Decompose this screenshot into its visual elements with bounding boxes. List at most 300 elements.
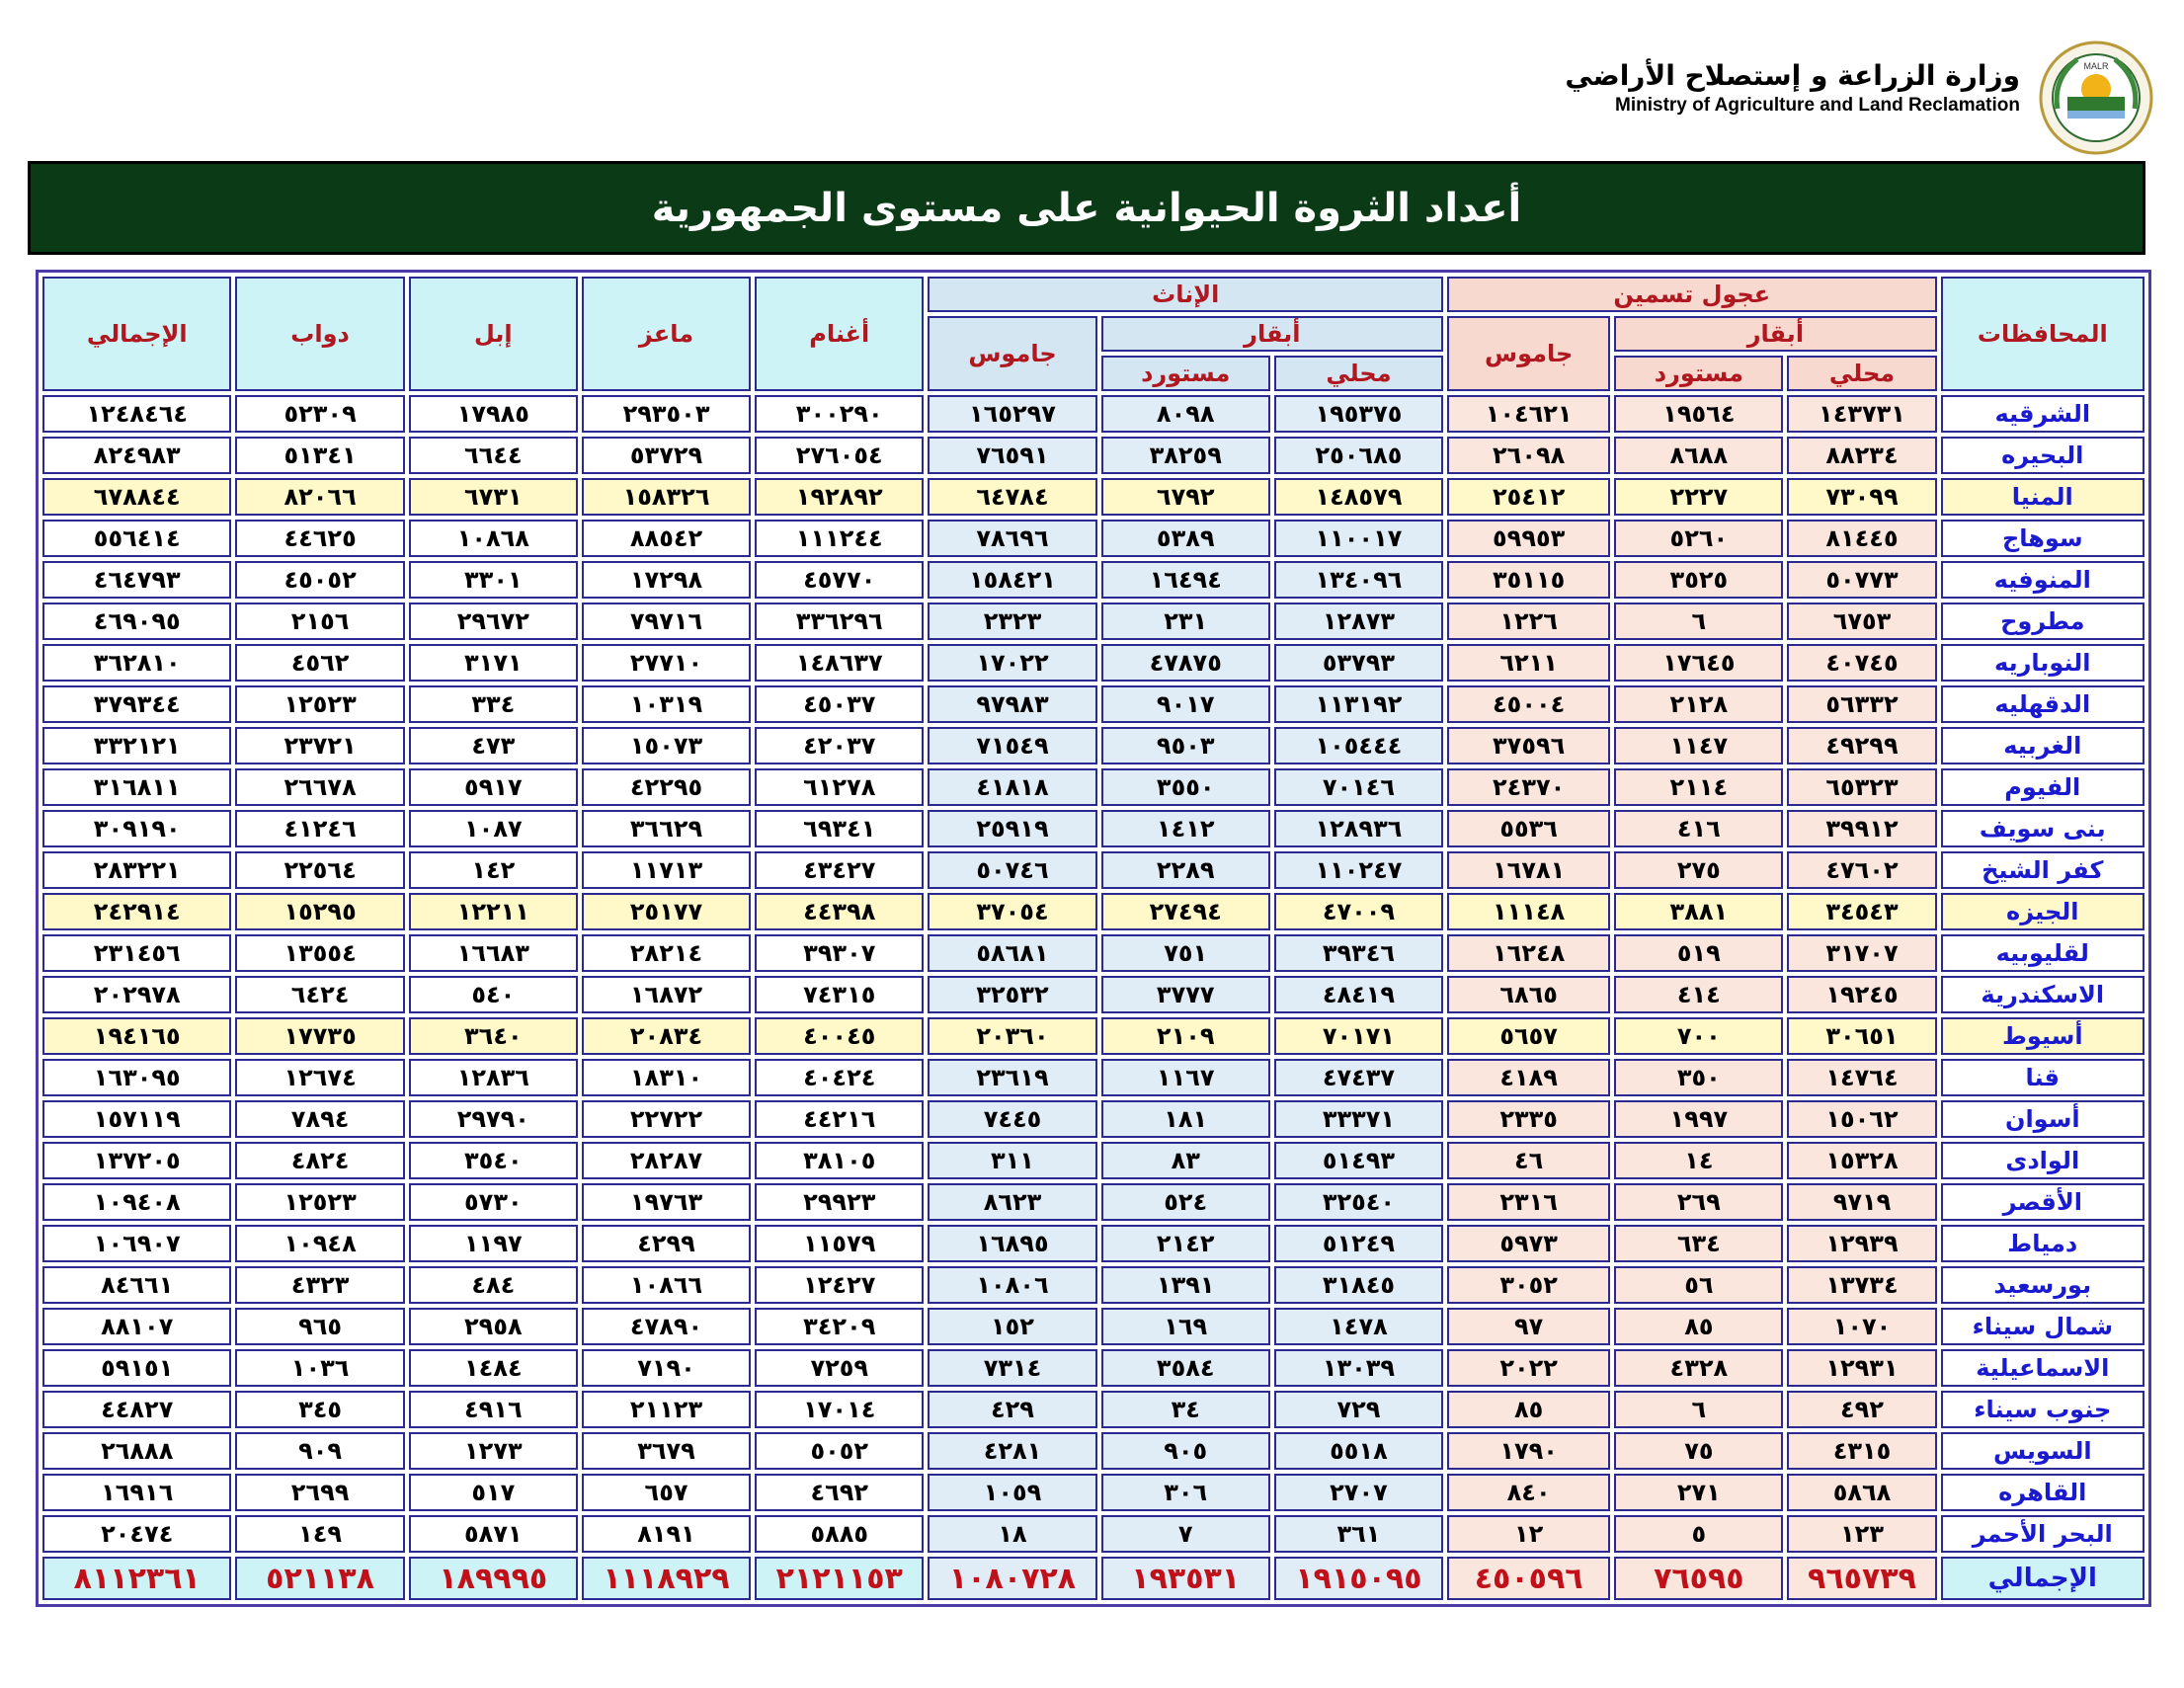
sheep-cell: ٤٤٢١٦ xyxy=(755,1100,924,1138)
fattening-buffalo-cell: ٦٢١١ xyxy=(1447,644,1610,682)
fattening-buffalo-cell: ١٦٧٨١ xyxy=(1447,851,1610,889)
goats-cell: ٢٧٧١٠ xyxy=(582,644,751,682)
female-imported-cell: ١٨١ xyxy=(1101,1100,1270,1138)
camels-cell: ٣٣٤ xyxy=(409,685,578,723)
camels-cell: ١٠٨٦٨ xyxy=(409,520,578,557)
female-local-cell: ١٠٥٤٤٤ xyxy=(1274,727,1443,764)
fattening-local-cell: ٤٠٧٤٥ xyxy=(1787,644,1936,682)
goats-cell: ٧١٩٠ xyxy=(582,1349,751,1387)
total-equines-cell: ٥٢١١٣٨ xyxy=(235,1557,404,1600)
total-cell: ٣٧٩٣٤٤ xyxy=(42,685,231,723)
total-cell: ١٦٩١٦ xyxy=(42,1474,231,1511)
camels-cell: ٦٦٤٤ xyxy=(409,437,578,474)
total-total-cell: ٨١١٢٣٦١ xyxy=(42,1557,231,1600)
female-imported-cell: ٢٢٨٩ xyxy=(1101,851,1270,889)
sheep-cell: ٣٨١٠٥ xyxy=(755,1142,924,1179)
goats-cell: ٧٩٧١٦ xyxy=(582,603,751,640)
total-fattening-buffalo-cell: ٤٥٠٥٩٦ xyxy=(1447,1557,1610,1600)
fattening-imported-cell: ١٤ xyxy=(1614,1142,1783,1179)
total-goats-cell: ١١١٨٩٢٩ xyxy=(582,1557,751,1600)
table-row xyxy=(42,395,2144,433)
female-buffalo-cell: ٧١٥٤٩ xyxy=(928,727,1096,764)
camels-cell: ١٠٨٧ xyxy=(409,810,578,847)
camels-cell: ٢٩٦٧٢ xyxy=(409,603,578,640)
fattening-buffalo-cell: ٥٩٧٣ xyxy=(1447,1225,1610,1262)
governorate-cell: الجيزه xyxy=(1941,893,2144,930)
livestock-table-wrapper xyxy=(36,270,2151,1607)
total-cell: ٨٤٦٦١ xyxy=(42,1266,231,1304)
governorate-cell: بورسعيد xyxy=(1941,1266,2144,1304)
fattening-local-cell: ٣٤٥٤٣ xyxy=(1787,893,1936,930)
table-row xyxy=(42,1349,2144,1387)
female-buffalo-cell: ٨٦٢٣ xyxy=(928,1183,1096,1221)
camels-cell: ١٤٢ xyxy=(409,851,578,889)
total-cell: ٨٢٤٩٨٣ xyxy=(42,437,231,474)
fattening-local-cell: ٨١٤٤٥ xyxy=(1787,520,1936,557)
fattening-buffalo-cell: ١٢٢٦ xyxy=(1447,603,1610,640)
female-local-cell: ٥٥١٨ xyxy=(1274,1432,1443,1470)
camels-cell: ٢٩٥٨ xyxy=(409,1308,578,1345)
fattening-local-cell: ١٤٧٦٤ xyxy=(1787,1059,1936,1096)
camels-cell: ٤٨٤ xyxy=(409,1266,578,1304)
governorate-cell: القاهره xyxy=(1941,1474,2144,1511)
page-title: أعداد الثروة الحيوانية على مستوى الجمهورية xyxy=(651,185,1522,231)
total-cell: ١٥٧١١٩ xyxy=(42,1100,231,1138)
equines-cell: ٢٦٩٩ xyxy=(235,1474,404,1511)
female-buffalo-cell: ٣٧٠٥٤ xyxy=(928,893,1096,930)
total-cell: ٦٧٨٨٤٤ xyxy=(42,478,231,516)
goats-cell: ٤٢٢٩٥ xyxy=(582,768,751,806)
table-row xyxy=(42,1183,2144,1221)
governorate-cell: المنيا xyxy=(1941,478,2144,516)
female-imported-cell: ٢٧٤٩٤ xyxy=(1101,893,1270,930)
header-fattening-imported: مستورد xyxy=(1614,356,1783,391)
female-local-cell: ٧٠١٧١ xyxy=(1274,1017,1443,1055)
total-cell: ١٢٤٨٤٦٤ xyxy=(42,395,231,433)
sheep-cell: ٧٤٣١٥ xyxy=(755,976,924,1013)
camels-cell: ٣٥٤٠ xyxy=(409,1142,578,1179)
fattening-imported-cell: ٢١٢٨ xyxy=(1614,685,1783,723)
header-female-buffalo: جاموس xyxy=(928,316,1096,391)
female-imported-cell: ٨٠٩٨ xyxy=(1101,395,1270,433)
fattening-local-cell: ٧٣٠٩٩ xyxy=(1787,478,1936,516)
sheep-cell: ٢٩٩٢٣ xyxy=(755,1183,924,1221)
governorate-cell: سوهاج xyxy=(1941,520,2144,557)
female-imported-cell: ٩٠١٧ xyxy=(1101,685,1270,723)
female-imported-cell: ٣٨٢٥٩ xyxy=(1101,437,1270,474)
female-local-cell: ٥١٤٩٣ xyxy=(1274,1142,1443,1179)
total-cell: ٨٨١٠٧ xyxy=(42,1308,231,1345)
female-buffalo-cell: ٢٠٣٦٠ xyxy=(928,1017,1096,1055)
header-female-imported: مستورد xyxy=(1101,356,1270,391)
fattening-imported-cell: ٦ xyxy=(1614,1391,1783,1428)
fattening-imported-cell: ٢١١٤ xyxy=(1614,768,1783,806)
fattening-buffalo-cell: ٣٠٥٢ xyxy=(1447,1266,1610,1304)
female-buffalo-cell: ١٦٥٢٩٧ xyxy=(928,395,1096,433)
fattening-buffalo-cell: ٣٧٥٩٦ xyxy=(1447,727,1610,764)
fattening-local-cell: ٥٨٦٨ xyxy=(1787,1474,1936,1511)
female-imported-cell: ٣٧٧٧ xyxy=(1101,976,1270,1013)
camels-cell: ٦٧٣١ xyxy=(409,478,578,516)
female-buffalo-cell: ٧٨٦٩٦ xyxy=(928,520,1096,557)
goats-cell: ٤٢٩٩ xyxy=(582,1225,751,1262)
fattening-imported-cell: ٣٨٨١ xyxy=(1614,893,1783,930)
equines-cell: ١٣٥٥٤ xyxy=(235,934,404,972)
governorate-cell: الدقهليه xyxy=(1941,685,2144,723)
fattening-buffalo-cell: ٥٥٣٦ xyxy=(1447,810,1610,847)
fattening-imported-cell: ٥١٩ xyxy=(1614,934,1783,972)
header-female-local: محلي xyxy=(1274,356,1443,391)
female-imported-cell: ٩٠٥ xyxy=(1101,1432,1270,1470)
female-buffalo-cell: ٢٣٦١٩ xyxy=(928,1059,1096,1096)
fattening-imported-cell: ٧٠٠ xyxy=(1614,1017,1783,1055)
total-cell: ٤٦٩٠٩٥ xyxy=(42,603,231,640)
governorate-cell: الاسكندرية xyxy=(1941,976,2144,1013)
fattening-buffalo-cell: ٥٩٩٥٣ xyxy=(1447,520,1610,557)
total-cell: ٥٥٦٤١٤ xyxy=(42,520,231,557)
goats-cell: ١٠٨٦٦ xyxy=(582,1266,751,1304)
header-total: الإجمالي xyxy=(42,277,231,391)
fattening-local-cell: ١٩٢٤٥ xyxy=(1787,976,1936,1013)
female-local-cell: ٢٥٠٦٨٥ xyxy=(1274,437,1443,474)
goats-cell: ٨٨٥٤٢ xyxy=(582,520,751,557)
goats-cell: ١٦٨٧٢ xyxy=(582,976,751,1013)
fattening-buffalo-cell: ٨٤٠ xyxy=(1447,1474,1610,1511)
total-sheep-cell: ٢١٢١١٥٣ xyxy=(755,1557,924,1600)
total-female-buffalo-cell: ١٠٨٠٧٢٨ xyxy=(928,1557,1096,1600)
fattening-imported-cell: ٢٢٢٧ xyxy=(1614,478,1783,516)
female-buffalo-cell: ٤٢٩ xyxy=(928,1391,1096,1428)
goats-cell: ٨١٩١ xyxy=(582,1515,751,1553)
goats-cell: ٤٧٨٩٠ xyxy=(582,1308,751,1345)
equines-cell: ٥٢٣٠٩ xyxy=(235,395,404,433)
fattening-local-cell: ١٢٩٣١ xyxy=(1787,1349,1936,1387)
total-cell: ٢٦٨٨٨ xyxy=(42,1432,231,1470)
table-row xyxy=(42,1308,2144,1345)
equines-cell: ٢٣٧٢١ xyxy=(235,727,404,764)
goats-cell: ٥٣٧٢٩ xyxy=(582,437,751,474)
female-local-cell: ٤٧٠٠٩ xyxy=(1274,893,1443,930)
table-row xyxy=(42,727,2144,764)
female-local-cell: ١٢٨٧٣ xyxy=(1274,603,1443,640)
governorate-cell: الشرقيه xyxy=(1941,395,2144,433)
ministry-name-english: Ministry of Agriculture and Land Reclamation xyxy=(1615,95,2020,116)
fattening-buffalo-cell: ١٦٢٤٨ xyxy=(1447,934,1610,972)
governorate-cell: مطروح xyxy=(1941,603,2144,640)
governorate-cell: شمال سيناء xyxy=(1941,1308,2144,1345)
equines-cell: ٤٣٢٣ xyxy=(235,1266,404,1304)
fattening-local-cell: ٤٣١٥ xyxy=(1787,1432,1936,1470)
total-cell: ٥٩١٥١ xyxy=(42,1349,231,1387)
equines-cell: ٢٢٥٦٤ xyxy=(235,851,404,889)
goats-cell: ١٩٧٦٣ xyxy=(582,1183,751,1221)
table-row xyxy=(42,603,2144,640)
female-local-cell: ١١٠٠١٧ xyxy=(1274,520,1443,557)
sheep-cell: ٣٤٢٠٩ xyxy=(755,1308,924,1345)
fattening-local-cell: ١٣٧٣٤ xyxy=(1787,1266,1936,1304)
female-buffalo-cell: ٩٧٩٨٣ xyxy=(928,685,1096,723)
camels-cell: ٥٧٣٠ xyxy=(409,1183,578,1221)
female-buffalo-cell: ٣٢٥٣٢ xyxy=(928,976,1096,1013)
female-local-cell: ١١٣١٩٢ xyxy=(1274,685,1443,723)
fattening-buffalo-cell: ١٠٤٦٢١ xyxy=(1447,395,1610,433)
governorate-cell: أسوان xyxy=(1941,1100,2144,1138)
equines-cell: ٢١٥٦ xyxy=(235,603,404,640)
total-cell: ٣٠٩١٩٠ xyxy=(42,810,231,847)
fattening-local-cell: ١٥٣٢٨ xyxy=(1787,1142,1936,1179)
female-imported-cell: ٢١٤٢ xyxy=(1101,1225,1270,1262)
governorate-cell: جنوب سيناء xyxy=(1941,1391,2144,1428)
fattening-imported-cell: ٤١٤ xyxy=(1614,976,1783,1013)
equines-cell: ٢٦٦٧٨ xyxy=(235,768,404,806)
header-fattening-calves: عجول تسمين xyxy=(1447,277,1936,312)
sheep-cell: ٤٥٠٣٧ xyxy=(755,685,924,723)
fattening-local-cell: ١٤٣٧٣١ xyxy=(1787,395,1936,433)
governorate-cell: لقليوبيه xyxy=(1941,934,2144,972)
table-row xyxy=(42,1391,2144,1428)
equines-cell: ٦٤٢٤ xyxy=(235,976,404,1013)
camels-cell: ٣٣٠١ xyxy=(409,561,578,599)
fattening-local-cell: ٣١٧٠٧ xyxy=(1787,934,1936,972)
total-cell: ١٠٦٩٠٧ xyxy=(42,1225,231,1262)
equines-cell: ٩٠٩ xyxy=(235,1432,404,1470)
table-row xyxy=(42,1017,2144,1055)
female-imported-cell: ١٣٩١ xyxy=(1101,1266,1270,1304)
sheep-cell: ١٢٤٢٧ xyxy=(755,1266,924,1304)
governorate-cell: الأقصر xyxy=(1941,1183,2144,1221)
total-fattening-imported-cell: ٧٦٥٩٥ xyxy=(1614,1557,1783,1600)
sheep-cell: ٤٦٩٢ xyxy=(755,1474,924,1511)
female-imported-cell: ٦٧٩٢ xyxy=(1101,478,1270,516)
table-row xyxy=(42,976,2144,1013)
sheep-cell: ١١١٢٤٤ xyxy=(755,520,924,557)
female-local-cell: ١١٠٢٤٧ xyxy=(1274,851,1443,889)
fattening-buffalo-cell: ٥٦٥٧ xyxy=(1447,1017,1610,1055)
table-row xyxy=(42,1266,2144,1304)
fattening-buffalo-cell: ١٧٩٠ xyxy=(1447,1432,1610,1470)
sheep-cell: ٢٧٦٠٥٤ xyxy=(755,437,924,474)
governorate-cell: أسيوط xyxy=(1941,1017,2144,1055)
goats-cell: ١٨٣١٠ xyxy=(582,1059,751,1096)
logo-text: MALR xyxy=(2083,61,2109,71)
total-cell: ٣٣٢١٢١ xyxy=(42,727,231,764)
fattening-local-cell: ٣٠٦٥١ xyxy=(1787,1017,1936,1055)
female-imported-cell: ٧ xyxy=(1101,1515,1270,1553)
female-local-cell: ٣٦١ xyxy=(1274,1515,1443,1553)
female-imported-cell: ١٦٩ xyxy=(1101,1308,1270,1345)
goats-cell: ٢١١٢٣ xyxy=(582,1391,751,1428)
total-cell: ١٦٣٠٩٥ xyxy=(42,1059,231,1096)
fattening-buffalo-cell: ٩٧ xyxy=(1447,1308,1610,1345)
fattening-local-cell: ١٥٠٦٢ xyxy=(1787,1100,1936,1138)
fattening-imported-cell: ١٩٥٦٤ xyxy=(1614,395,1783,433)
total-cell: ٢٨٣٢٢١ xyxy=(42,851,231,889)
total-governorate-cell: الإجمالي xyxy=(1941,1557,2144,1600)
female-imported-cell: ٧٥١ xyxy=(1101,934,1270,972)
fattening-imported-cell: ٧٥ xyxy=(1614,1432,1783,1470)
total-cell: ٢٠٢٩٧٨ xyxy=(42,976,231,1013)
table-row xyxy=(42,1515,2144,1553)
fattening-imported-cell: ٢٧٥ xyxy=(1614,851,1783,889)
table-row xyxy=(42,1100,2144,1138)
fattening-imported-cell: ١٩٩٧ xyxy=(1614,1100,1783,1138)
fattening-buffalo-cell: ٢٠٢٢ xyxy=(1447,1349,1610,1387)
fattening-local-cell: ٩٧١٩ xyxy=(1787,1183,1936,1221)
female-buffalo-cell: ١٠٥٩ xyxy=(928,1474,1096,1511)
fattening-local-cell: ٦٥٣٢٣ xyxy=(1787,768,1936,806)
equines-cell: ٣٤٥ xyxy=(235,1391,404,1428)
governorate-cell: البحيره xyxy=(1941,437,2144,474)
female-imported-cell: ٩٥٠٣ xyxy=(1101,727,1270,764)
female-local-cell: ٤٧٤٣٧ xyxy=(1274,1059,1443,1096)
goats-cell: ٢٨٢١٤ xyxy=(582,934,751,972)
total-cell: ٢٠٤٧٤ xyxy=(42,1515,231,1553)
sheep-cell: ١٧٠١٤ xyxy=(755,1391,924,1428)
equines-cell: ٤٨٢٤ xyxy=(235,1142,404,1179)
female-imported-cell: ١١٦٧ xyxy=(1101,1059,1270,1096)
header-female-cows: أبقار xyxy=(1101,316,1443,352)
camels-cell: ٤٧٣ xyxy=(409,727,578,764)
goats-cell: ٢٥١٧٧ xyxy=(582,893,751,930)
goats-cell: ٢٨٢٨٧ xyxy=(582,1142,751,1179)
sheep-cell: ١٩٢٨٩٢ xyxy=(755,478,924,516)
table-row xyxy=(42,1142,2144,1179)
camels-cell: ٥٤٠ xyxy=(409,976,578,1013)
sheep-cell: ٤٠٠٤٥ xyxy=(755,1017,924,1055)
female-local-cell: ٥١٢٤٩ xyxy=(1274,1225,1443,1262)
fattening-local-cell: ٦٧٥٣ xyxy=(1787,603,1936,640)
sheep-cell: ٧٢٥٩ xyxy=(755,1349,924,1387)
fattening-local-cell: ٤٧٦٠٢ xyxy=(1787,851,1936,889)
goats-cell: ١٥٠٧٣ xyxy=(582,727,751,764)
female-buffalo-cell: ١٧٠٢٢ xyxy=(928,644,1096,682)
female-imported-cell: ٢٣١ xyxy=(1101,603,1270,640)
female-imported-cell: ١٤١٢ xyxy=(1101,810,1270,847)
header-sheep: أغنام xyxy=(755,277,924,391)
camels-cell: ٢٩٧٩٠ xyxy=(409,1100,578,1138)
ministry-logo-icon xyxy=(2038,40,2154,156)
fattening-local-cell: ٤٩٢٩٩ xyxy=(1787,727,1936,764)
equines-cell: ١٢٥٢٣ xyxy=(235,1183,404,1221)
female-buffalo-cell: ١٠٨٠٦ xyxy=(928,1266,1096,1304)
table-row xyxy=(42,520,2144,557)
female-buffalo-cell: ٢٣٢٣ xyxy=(928,603,1096,640)
ministry-name-arabic: وزارة الزراعة و إستصلاح الأراضي xyxy=(1565,59,2020,92)
equines-cell: ١٢٥٢٣ xyxy=(235,685,404,723)
fattening-imported-cell: ٤٣٢٨ xyxy=(1614,1349,1783,1387)
title-bar xyxy=(28,161,2145,255)
female-local-cell: ٣٩٣٤٦ xyxy=(1274,934,1443,972)
governorate-cell: كفر الشيخ xyxy=(1941,851,2144,889)
fattening-imported-cell: ٤١٦ xyxy=(1614,810,1783,847)
goats-cell: ٣٦٦٢٩ xyxy=(582,810,751,847)
fattening-buffalo-cell: ١١١٤٨ xyxy=(1447,893,1610,930)
table-row xyxy=(42,437,2144,474)
female-buffalo-cell: ١٦٨٩٥ xyxy=(928,1225,1096,1262)
table-row xyxy=(42,644,2144,682)
fattening-local-cell: ٥٠٧٧٣ xyxy=(1787,561,1936,599)
total-cell: ١٣٧٢٠٥ xyxy=(42,1142,231,1179)
female-local-cell: ١٤٨٥٧٩ xyxy=(1274,478,1443,516)
fattening-imported-cell: ٥٦ xyxy=(1614,1266,1783,1304)
female-imported-cell: ٥٣٨٩ xyxy=(1101,520,1270,557)
female-local-cell: ١٤٧٨ xyxy=(1274,1308,1443,1345)
sheep-cell: ١١٥٧٩ xyxy=(755,1225,924,1262)
equines-cell: ٥١٣٤١ xyxy=(235,437,404,474)
header-governorates: المحافظات xyxy=(1941,277,2144,391)
fattening-buffalo-cell: ٢٦٠٩٨ xyxy=(1447,437,1610,474)
camels-cell: ١٦٦٨٣ xyxy=(409,934,578,972)
fattening-local-cell: ١٠٧٠ xyxy=(1787,1308,1936,1345)
camels-cell: ١٢٢١١ xyxy=(409,893,578,930)
goats-cell: ١٥٨٣٢٦ xyxy=(582,478,751,516)
female-buffalo-cell: ٧٣١٤ xyxy=(928,1349,1096,1387)
table-row xyxy=(42,893,2144,930)
equines-cell: ٤٤٦٢٥ xyxy=(235,520,404,557)
sheep-cell: ٥٨٨٥ xyxy=(755,1515,924,1553)
female-buffalo-cell: ١٥٨٤٢١ xyxy=(928,561,1096,599)
female-imported-cell: ٣٠٦ xyxy=(1101,1474,1270,1511)
governorate-cell: المنوفيه xyxy=(1941,561,2144,599)
female-local-cell: ٣٣٣٧١ xyxy=(1274,1100,1443,1138)
governorate-cell: بنى سويف xyxy=(1941,810,2144,847)
fattening-buffalo-cell: ٦٨٦٥ xyxy=(1447,976,1610,1013)
governorate-cell: السويس xyxy=(1941,1432,2144,1470)
fattening-buffalo-cell: ٣٥١١٥ xyxy=(1447,561,1610,599)
fattening-buffalo-cell: ١٢ xyxy=(1447,1515,1610,1553)
fattening-imported-cell: ٥٢٦٠ xyxy=(1614,520,1783,557)
sheep-cell: ٤٠٤٢٤ xyxy=(755,1059,924,1096)
equines-cell: ١٧٧٣٥ xyxy=(235,1017,404,1055)
governorate-cell: الاسماعيلية xyxy=(1941,1349,2144,1387)
camels-cell: ١١٩٧ xyxy=(409,1225,578,1262)
fattening-buffalo-cell: ٢٥٤١٢ xyxy=(1447,478,1610,516)
equines-cell: ١٥٢٩٥ xyxy=(235,893,404,930)
fattening-buffalo-cell: ٤٥٠٠٤ xyxy=(1447,685,1610,723)
table-row xyxy=(42,1059,2144,1096)
equines-cell: ٤٥٦٢ xyxy=(235,644,404,682)
fattening-local-cell: ٤٩٢ xyxy=(1787,1391,1936,1428)
total-female-local-cell: ١٩١٥٠٩٥ xyxy=(1274,1557,1443,1600)
equines-cell: ٩٦٥ xyxy=(235,1308,404,1345)
total-fattening-local-cell: ٩٦٥٧٣٩ xyxy=(1787,1557,1936,1600)
governorate-cell: البحر الأحمر xyxy=(1941,1515,2144,1553)
female-local-cell: ١٢٨٩٣٦ xyxy=(1274,810,1443,847)
fattening-buffalo-cell: ٢٣٣٥ xyxy=(1447,1100,1610,1138)
sheep-cell: ٤٣٤٢٧ xyxy=(755,851,924,889)
fattening-imported-cell: ١١٤٧ xyxy=(1614,727,1783,764)
female-imported-cell: ٨٣ xyxy=(1101,1142,1270,1179)
camels-cell: ١٢٧٣ xyxy=(409,1432,578,1470)
goats-cell: ٢٠٨٣٤ xyxy=(582,1017,751,1055)
fattening-buffalo-cell: ٢٤٣٧٠ xyxy=(1447,768,1610,806)
fattening-imported-cell: ٦ xyxy=(1614,603,1783,640)
total-camels-cell: ١٨٩٩٩٥ xyxy=(409,1557,578,1600)
female-imported-cell: ٤٧٨٧٥ xyxy=(1101,644,1270,682)
total-female-imported-cell: ١٩٣٥٣١ xyxy=(1101,1557,1270,1600)
equines-cell: ١٠٩٤٨ xyxy=(235,1225,404,1262)
header-goats: ماعز xyxy=(582,277,751,391)
female-local-cell: ١٩٥٣٧٥ xyxy=(1274,395,1443,433)
female-buffalo-cell: ٤٢٨١ xyxy=(928,1432,1096,1470)
table-row xyxy=(42,1474,2144,1511)
female-local-cell: ٤٨٤١٩ xyxy=(1274,976,1443,1013)
goats-cell: ٦٥٧ xyxy=(582,1474,751,1511)
fattening-local-cell: ١٢٩٣٩ xyxy=(1787,1225,1936,1262)
equines-cell: ٨٢٠٦٦ xyxy=(235,478,404,516)
camels-cell: ٣١٧١ xyxy=(409,644,578,682)
total-cell: ٤٤٨٢٧ xyxy=(42,1391,231,1428)
